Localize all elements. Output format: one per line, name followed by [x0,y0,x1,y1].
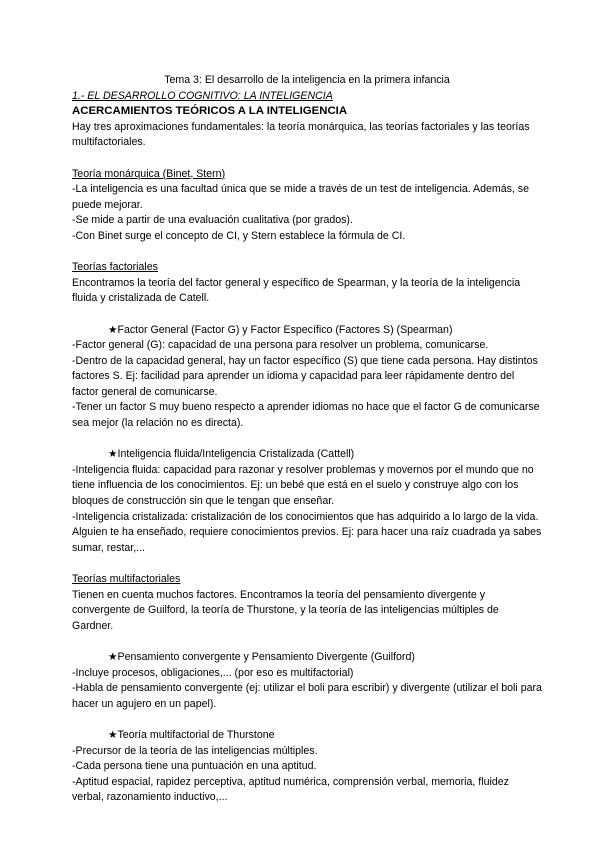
guilford-line: -Incluye procesos, obligaciones,... (por eso es multifactorial) [72,666,354,679]
thurstone-line: -Cada persona tiene una puntuación en una aptitud. [72,760,317,773]
star-icon: ★ [108,650,118,663]
spearman-line: -Tener un factor S muy bueno respecto a aprender idiomas no hace que el factor G de comunicarse sea mejor (la relación no es directa). [72,401,540,430]
star-icon: ★ [108,728,118,741]
spearman-title: ★Factor General (Factor G) y Factor Específico (Factores S) (Spearman) [108,323,453,336]
cattell-title: ★Inteligencia fluida/Inteligencia Cristalizada (Cattell) [108,448,355,461]
document-body [72,73,542,806]
document-title: Tema 3: El desarrollo de la inteligencia en la primera infancia [164,74,450,86]
monarquica-line: -La inteligencia es una facultad única que se mide a través de un test de inteligencia. Además, se puede mejorar. [72,183,529,211]
monarquica-heading: Teoría monárquica (Binet, Stern) [72,167,226,180]
cattell-line: -Inteligencia fluida: capacidad para razonar y resolver problemas y movernos por el mundo que no tiene influencia de los conocimientos. Ej: un bebé que está en el suelo y construye algo con los bloques de construcción sin que le tengan que enseñar. [72,463,534,508]
section-heading: ACERCAMIENTOS TEÓRICOS A LA INTELIGENCIA [72,105,348,118]
monarquica-line: -Se mide a partir de una evaluación cualitativa (por grados). [72,214,353,227]
multifactoriales-heading: Teorías multifactoriales [72,573,181,585]
chapter-heading: 1.- EL DESARROLLO COGNITIVO: LA INTELIGENCIA [72,89,333,102]
spearman-line: -Factor general (G): capacidad de una persona para resolver un problema, comunicarse. [72,339,489,352]
factoriales-heading: Teorías factoriales [72,261,158,274]
monarquica-line: -Con Binet surge el concepto de CI, y Stern establece la fórmula de CI. [72,229,406,242]
multifactoriales-intro: Tienen en cuenta muchos factores. Encontramos la teoría del pensamiento divergente y convergente de Guilford, la teoría de Thurstone, y la teoría de las inteligencias múltiples de Gardner. [72,588,499,632]
thurstone-title: ★Teoría multifactorial de Thurstone [108,728,275,741]
star-icon: ★ [108,448,118,461]
intro-paragraph: Hay tres aproximaciones fundamentales: la teoría monárquica, las teorías factoriales y las teorías multifactoriales. [72,120,530,149]
guilford-line: -Habla de pensamiento convergente (ej: utilizar el boli para escribir) y divergente (utilizar el boli para hacer un agujero en un papel). [72,682,542,710]
star-icon: ★ [108,323,118,336]
cattell-line: -Inteligencia cristalizada: cristalización de los conocimientos que has adquirido a lo largo de la vida. Alguien te ha enseñado, requiere conocimientos previos. Ej: para hacer una raíz cuadrada ya sabes sumar, restar,... [72,510,542,554]
thurstone-line: -Aptitud espacial, rapidez perceptiva, aptitud numérica, comprensión verbal, memoria, fluidez verbal, razonamiento inductivo,... [72,775,509,804]
guilford-title: ★Pensamiento convergente y Pensamiento Divergente (Guilford) [108,650,415,663]
factoriales-intro: Encontramos la teoría del factor general y específico de Spearman, y la teoría de la inteligencia fluida y cristalizada de Catell. [72,276,521,305]
thurstone-line: -Precursor de la teoría de las inteligencias múltiples. [72,744,318,757]
spearman-line: -Dentro de la capacidad general, hay un factor específico (S) que tiene cada persona. Hay distintos factores S. Ej: facilidad para aprender un idioma y capacidad para leer rápidamente dentro del factor general de comunicarse. [72,354,538,398]
